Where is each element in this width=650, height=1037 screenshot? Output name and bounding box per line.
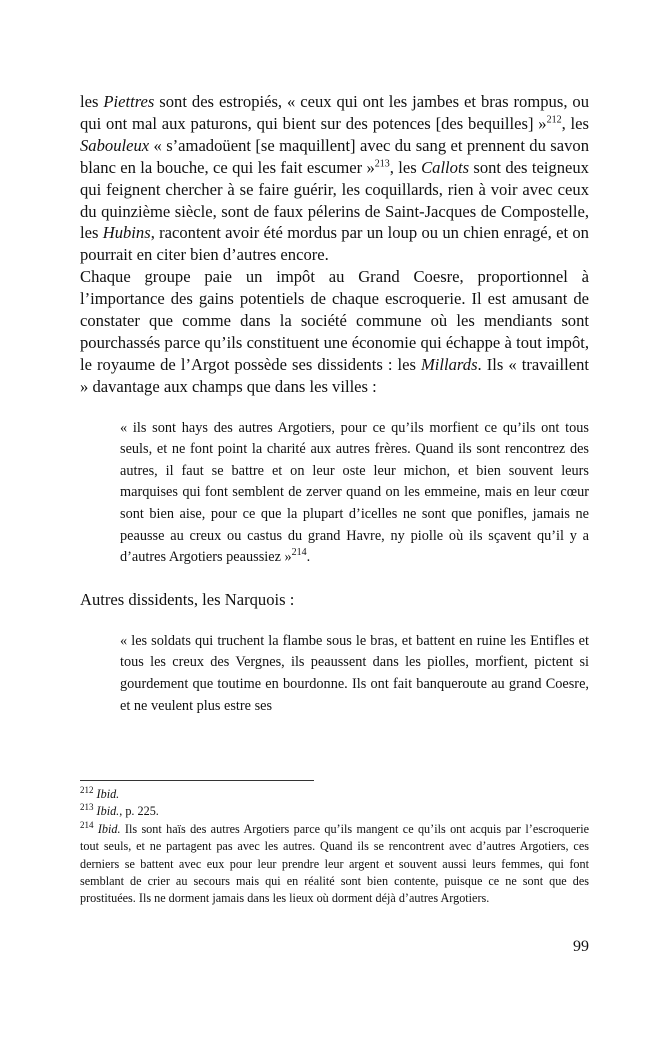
footnote-214 <box>80 821 589 908</box>
footnote-number: 213 <box>80 802 94 813</box>
footnote-text: Ils sont haïs des autres Argotiers parce qu’ils mangent ce qu’ils ont acquis par l’escroquerie tout seuls, et ne partagent pas avec les autres. Quand ils se rencontrent avec d’autres Argotiers, ces derniers se battent avec eux pour leur prendre leur argent et souvent aussi leurs femmes, qui font semblant de crier au secours mais qui en réalité sont bien contente, puisque ce ne sont que des prostituées. Ils ne dorment jamais dans les lieux où dorment déjà d’autres Argotiers. <box>80 821 590 906</box>
footnote-ref-212[interactable]: 212 <box>546 114 562 126</box>
footnote-ref-213[interactable]: 213 <box>374 158 390 170</box>
footnote-ibid: Ibid. <box>97 821 121 836</box>
footnote-ibid: Ibid. <box>96 787 120 801</box>
block-quote-1 <box>120 418 589 569</box>
text: les <box>80 92 104 111</box>
footnote-ref-214[interactable]: 214 <box>291 547 307 559</box>
text: « s’amadoüent [se maquillent] avec du sang et prennent du savon blanc en la bouche, ce qui les fait escumer » <box>80 135 589 177</box>
footnote-ibid: Ibid. <box>96 804 120 819</box>
text: Chaque groupe paie un impôt au Grand Coesre, proportionnel à l’importance des gains potentiels de chaque escroquerie. Il est amusant de constater que comme dans la société commune où les mendiants sont pourchassés parce qu’ils constituent une économie qui échappe à tout impôt, le royaume de l’Argot possède ses dissidents : les <box>80 267 589 374</box>
text: sont des estropiés, « ceux qui ont les jambes et bras rompus, ou qui ont mal aux paturons, qui bient sur des potences [des bequilles] » <box>80 92 589 133</box>
text: . <box>306 549 311 566</box>
term-sabouleux: Sabouleux <box>80 135 150 155</box>
footnote-number: 212 <box>80 784 94 795</box>
text: « les soldats qui truchent la flambe sous le bras, et battent en ruine les Entifles et tous les creux des Vergnes, ils peaussent dans les piolles, morfient, pictent si gourdement que toutime en bourdonne. Ils ont fait banqueroute au grand Coesre, et ne veulent plus estre ses <box>120 632 589 714</box>
block-quote-2 <box>120 631 589 717</box>
page-body <box>80 91 589 717</box>
footnotes <box>80 786 589 908</box>
footnote-212 <box>80 786 589 803</box>
page-number: 99 <box>573 938 589 955</box>
footnote-text: , p. 225. <box>119 804 159 819</box>
footnote-separator <box>80 780 314 781</box>
footnote-number: 214 <box>80 819 94 830</box>
paragraph-1 <box>80 91 589 266</box>
text: , racontent avoir été mordus par un loup ou un chien enragé, et on pourrait en citer bien d’autres encore. <box>80 223 589 265</box>
term-millards: Millards <box>420 354 478 374</box>
text: , les <box>561 113 589 133</box>
term-piettres: Piettres <box>103 92 155 111</box>
text: sont des teigneux qui feignent chercher à se faire guérir, les coquillards, rien à voir avec ceux du quinzième siècle, sont de faux pélerins de Saint-Jacques de Compostelle, les <box>80 157 589 243</box>
text: « ils sont hays des autres Argotiers, pour ce qu’ils morfient ce qu’ils ont tous seuls, et ne font point la charité aux autres frères. Quand ils sont rencontrez des autres, il faut se battre et on leur oste leur michon, et bien souvent leurs marquises qui font semblent de zerver quand on les emmeine, mais en leur cœur sont bien aise, pour ce que la plupart d’icelles ne sont que ponifles, jamais ne peausse au creux ou castus du grand Havre, ny piolle où ils sçavent qu’il y a d’autres Argotiers peaussiez » <box>120 419 589 566</box>
paragraph-2 <box>80 266 589 397</box>
term-hubins: Hubins <box>102 223 151 243</box>
paragraph-3: Autres dissidents, les Narquois : <box>80 589 295 609</box>
footnote-213 <box>80 803 589 820</box>
text: , les <box>389 157 422 177</box>
term-callots: Callots <box>421 157 470 177</box>
text: . Ils « travaillent » davantage aux champs que dans les villes : <box>80 354 589 396</box>
